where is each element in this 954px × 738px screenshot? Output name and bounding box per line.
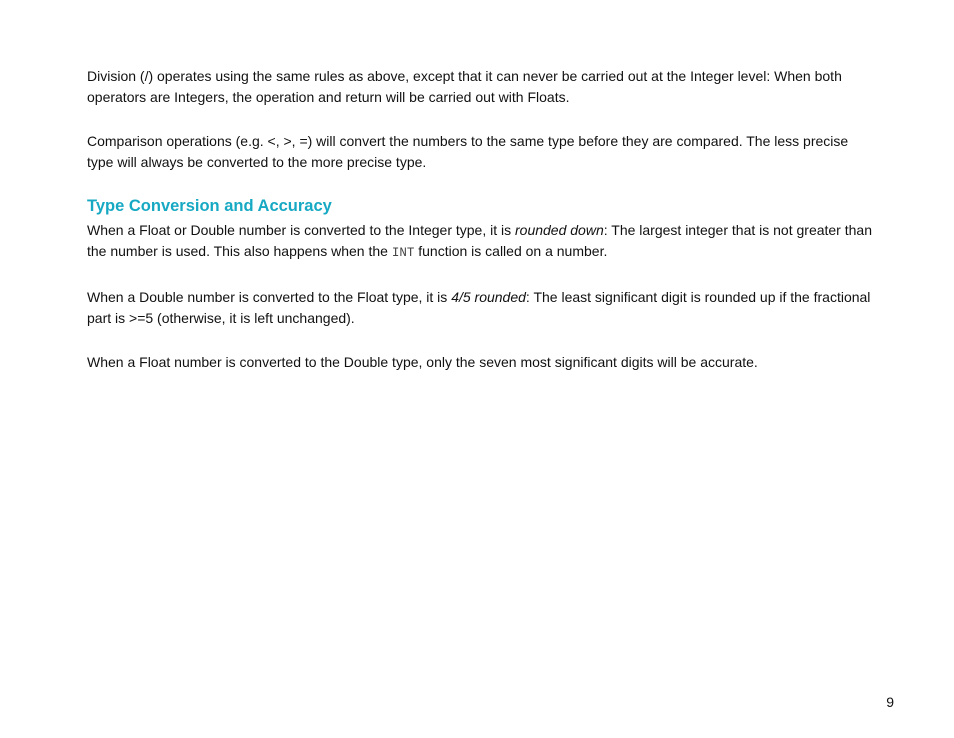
integer-text-3: function is called on a number. bbox=[414, 243, 608, 259]
float-conversion-paragraph bbox=[87, 287, 877, 329]
page-number: 9 bbox=[886, 694, 894, 710]
division-paragraph: Division (/) operates using the same rules as above, except that it can never be carried out at the Integer level: When both operators are Integers, the operation and return will be carried out with Floats. bbox=[87, 68, 842, 105]
int-code: INT bbox=[391, 246, 415, 260]
double-conversion-paragraph: When a Float number is converted to the Double type, only the seven most significant digits will be accurate. bbox=[87, 354, 758, 370]
float-text-1: When a Double number is converted to the Float type, it is bbox=[87, 289, 452, 305]
comparison-paragraph: Comparison operations (e.g. <, >, =) will convert the numbers to the same type before they are compared. The less precise type will always be converted to the more precise type. bbox=[87, 133, 849, 170]
rounded-emphasis: 4/5 rounded bbox=[451, 289, 526, 305]
float-text-2: : The least significant digit is rounded up if the fractional part is >=5 (otherwise, it is left unchanged). bbox=[87, 289, 871, 326]
page-content bbox=[87, 66, 877, 373]
section-heading: Type Conversion and Accuracy bbox=[87, 197, 332, 215]
integer-text-2: : The largest integer that is not greater than the number is used. This also happens when the bbox=[87, 222, 872, 259]
integer-conversion-paragraph bbox=[87, 220, 877, 264]
integer-text-1: When a Float or Double number is converted to the Integer type, it is bbox=[87, 222, 515, 238]
rounded-down-emphasis: rounded down bbox=[515, 222, 604, 238]
